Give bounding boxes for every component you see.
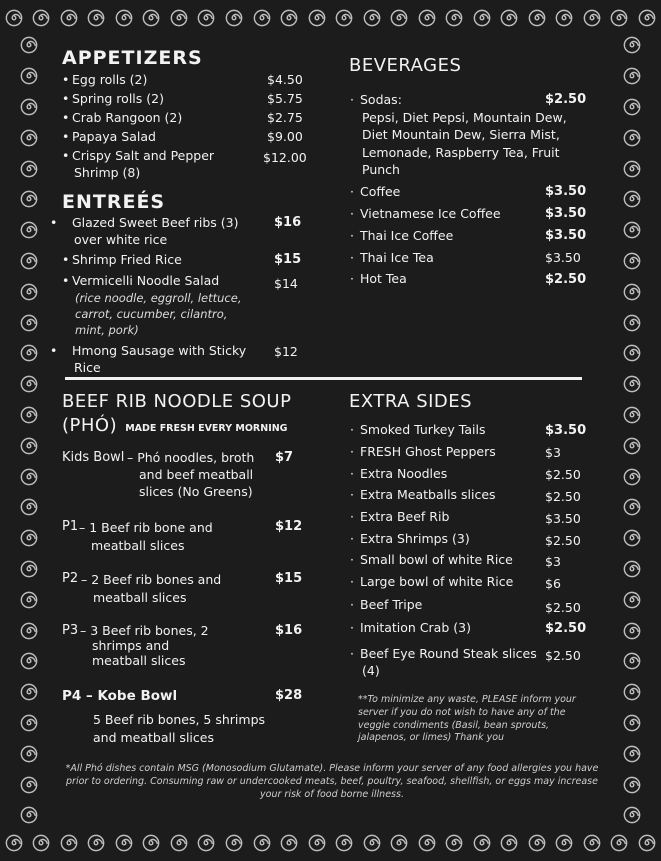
beverages-title: BEVERAGES <box>349 55 462 76</box>
spiral-icon <box>225 834 243 852</box>
beverage-item: · Sodas: <box>350 92 402 107</box>
spiral-icon <box>623 190 641 208</box>
spiral-icon <box>20 437 38 455</box>
spiral-icon <box>170 9 188 27</box>
appetizer-price: $4.50 <box>267 72 303 87</box>
spiral-icon <box>20 67 38 85</box>
spiral-icon <box>87 9 105 27</box>
spiral-icon <box>623 36 641 54</box>
beverage-item: · Vietnamese Ice Coffee <box>350 206 501 221</box>
entree-item: • Shrimp Fried Rice <box>62 252 182 267</box>
spiral-icon <box>610 834 628 852</box>
spiral-icon <box>197 834 215 852</box>
side-item: · Extra Beef Rib <box>350 509 450 524</box>
side-price: $3.50 <box>545 423 587 438</box>
beverage-price: $3.50 <box>545 228 587 243</box>
spiral-icon <box>473 9 491 27</box>
spiral-icon <box>170 834 188 852</box>
spiral-icon <box>623 283 641 301</box>
spiral-icon <box>623 129 641 147</box>
spiral-icon <box>500 9 518 27</box>
soup-item-description: – 3 Beef rib bones, 2 shrimps and meatball slices <box>80 623 209 668</box>
spiral-icon <box>528 9 546 27</box>
spiral-icon <box>32 9 50 27</box>
soup-item-name: P1 <box>62 519 79 534</box>
spiral-icon <box>623 560 641 578</box>
side-price: $2.50 <box>545 489 581 504</box>
border-right <box>617 30 647 831</box>
soup-item-description: – 2 Beef rib bones and meatball slices <box>81 572 222 606</box>
soup-item-name: P4 – Kobe Bowl <box>62 688 178 704</box>
spiral-icon <box>20 406 38 424</box>
side-item: · Beef Eye Round Steak slices (4) <box>350 646 537 678</box>
side-price: $3 <box>545 554 561 569</box>
beverage-price: $3.50 <box>545 184 587 199</box>
beverage-price: $2.50 <box>545 272 587 287</box>
spiral-icon <box>623 498 641 516</box>
spiral-icon <box>115 834 133 852</box>
beverage-item: · Thai Ice Coffee <box>350 228 454 243</box>
spiral-icon <box>20 221 38 239</box>
spiral-icon <box>445 9 463 27</box>
side-price: $2.50 <box>545 533 581 548</box>
soup-item-name: Kids Bowl <box>62 450 125 465</box>
side-price: $3.50 <box>545 511 581 526</box>
spiral-icon <box>32 834 50 852</box>
spiral-icon <box>623 221 641 239</box>
spiral-icon <box>20 498 38 516</box>
spiral-icon <box>308 834 326 852</box>
spiral-icon <box>20 468 38 486</box>
spiral-icon <box>623 98 641 116</box>
spiral-icon <box>623 622 641 640</box>
spiral-icon <box>623 314 641 332</box>
appetizer-item: • Crab Rangoon (2) <box>62 110 183 125</box>
soup-price: $15 <box>275 571 303 586</box>
spiral-icon <box>115 9 133 27</box>
side-item: · Extra Noodles <box>350 466 448 481</box>
spiral-icon <box>60 9 78 27</box>
spiral-icon <box>623 160 641 178</box>
spiral-icon <box>60 834 78 852</box>
spiral-icon <box>335 9 353 27</box>
spiral-icon <box>623 714 641 732</box>
side-item: · Large bowl of white Rice <box>350 574 514 589</box>
spiral-icon <box>20 560 38 578</box>
spiral-icon <box>5 9 23 27</box>
soup-price: $16 <box>275 623 303 638</box>
entree-description: (rice noodle, eggroll, lettuce, carrot, cucumber, cilantro, mint, pork) <box>75 291 242 338</box>
side-price: $2.50 <box>545 467 581 482</box>
spiral-icon <box>623 67 641 85</box>
side-price: $2.50 <box>545 621 587 636</box>
spiral-icon <box>610 9 628 27</box>
appetizer-price: $9.00 <box>267 129 303 144</box>
appetizer-price: $5.75 <box>267 91 303 106</box>
spiral-icon <box>20 591 38 609</box>
spiral-icon <box>638 834 656 852</box>
soup-price: $12 <box>275 519 303 534</box>
appetizer-item: • Crispy Salt and Pepper Shrimp (8) <box>62 148 215 180</box>
spiral-icon <box>20 190 38 208</box>
entree-price: $15 <box>274 252 302 267</box>
spiral-icon <box>638 9 656 27</box>
sides-title: EXTRA SIDES <box>349 391 473 412</box>
soup-price: $7 <box>275 450 294 465</box>
spiral-icon <box>253 834 271 852</box>
spiral-icon <box>418 834 436 852</box>
spiral-icon <box>20 745 38 763</box>
spiral-icon <box>20 683 38 701</box>
spiral-icon <box>280 9 298 27</box>
spiral-icon <box>335 834 353 852</box>
spiral-icon <box>623 683 641 701</box>
spiral-icon <box>623 375 641 393</box>
section-divider <box>65 377 582 380</box>
beverage-item: · Coffee <box>350 184 401 199</box>
side-price: $6 <box>545 576 561 591</box>
soup-item-description: – 1 Beef rib bone and meatball slices <box>79 520 213 554</box>
spiral-icon <box>20 129 38 147</box>
spiral-icon <box>20 252 38 270</box>
soda-list: Pepsi, Diet Pepsi, Mountain Dew, Diet Mountain Dew, Sierra Mist, Lemonade, Raspberry Tea, Fruit Punch <box>362 110 567 177</box>
spiral-icon <box>473 834 491 852</box>
spiral-icon <box>5 834 23 852</box>
spiral-icon <box>142 834 160 852</box>
appetizer-item: • Spring rolls (2) <box>62 91 164 106</box>
entrees-title: ENTREÉS <box>62 191 166 213</box>
spiral-icon <box>390 834 408 852</box>
border-top <box>0 3 661 33</box>
spiral-icon <box>623 776 641 794</box>
side-item: · Extra Shrimps (3) <box>350 531 470 546</box>
beverage-price: $2.50 <box>545 92 587 107</box>
spiral-icon <box>20 283 38 301</box>
spiral-icon <box>197 9 215 27</box>
entree-item: • Glazed Sweet Beef ribs (3) over white rice <box>50 215 239 247</box>
spiral-icon <box>225 9 243 27</box>
spiral-icon <box>20 160 38 178</box>
entree-price: $16 <box>274 215 302 230</box>
side-item: · Extra Meatballs slices <box>350 487 496 502</box>
spiral-icon <box>623 806 641 824</box>
spiral-icon <box>623 652 641 670</box>
spiral-icon <box>418 9 436 27</box>
spiral-icon <box>280 834 298 852</box>
spiral-icon <box>583 9 601 27</box>
spiral-icon <box>20 314 38 332</box>
appetizer-price: $2.75 <box>267 110 303 125</box>
spiral-icon <box>87 834 105 852</box>
soup-item-description: 5 Beef rib bones, 5 shrimps and meatball slices <box>93 712 266 746</box>
entree-price: $14 <box>274 276 298 291</box>
appetizer-item: • Egg rolls (2) <box>62 72 148 87</box>
spiral-icon <box>623 468 641 486</box>
spiral-icon <box>555 834 573 852</box>
beverage-price: $3.50 <box>545 206 587 221</box>
spiral-icon <box>363 9 381 27</box>
spiral-icon <box>20 36 38 54</box>
side-item: · Beef Tripe <box>350 597 423 612</box>
beverage-price: $3.50 <box>545 250 581 265</box>
spiral-icon <box>623 529 641 547</box>
appetizers-title: APPETIZERS <box>62 47 203 69</box>
side-item: · Small bowl of white Rice <box>350 552 513 567</box>
border-left <box>14 30 44 831</box>
spiral-icon <box>20 776 38 794</box>
condiments-note: **To minimize any waste, PLEASE inform your server if you do not wish to have any of the veggie condiments (Basil, bean sprouts, jalapenos, or limes) Thank you <box>358 694 576 744</box>
entree-price: $12 <box>274 344 298 359</box>
beverage-item: · Thai Ice Tea <box>350 250 434 265</box>
spiral-icon <box>623 437 641 455</box>
appetizer-item: • Papaya Salad <box>62 129 156 144</box>
spiral-icon <box>555 9 573 27</box>
soup-price: $28 <box>275 688 303 703</box>
spiral-icon <box>253 9 271 27</box>
spiral-icon <box>20 714 38 732</box>
spiral-icon <box>308 9 326 27</box>
soup-subtitle: (PHÓ) MADE FRESH EVERY MORNING <box>62 415 288 436</box>
spiral-icon <box>623 745 641 763</box>
spiral-icon <box>623 344 641 362</box>
spiral-icon <box>445 834 463 852</box>
side-item: · FRESH Ghost Peppers <box>350 444 496 459</box>
spiral-icon <box>142 9 160 27</box>
spiral-icon <box>623 591 641 609</box>
allergy-disclaimer: *All Phó dishes contain MSG (Monosodium Glutamate). Please inform your server of any food allergies you have prior to ordering. Consuming raw or undercooked meats, beef, poultry, seafood, shellfish, or eggs may increase your risk of food borne illness. <box>65 763 599 800</box>
spiral-icon <box>20 344 38 362</box>
spiral-icon <box>623 406 641 424</box>
spiral-icon <box>20 652 38 670</box>
side-price: $2.50 <box>545 600 581 615</box>
entree-item: • Hmong Sausage with Sticky Rice <box>50 343 247 375</box>
spiral-icon <box>20 375 38 393</box>
spiral-icon <box>390 9 408 27</box>
soup-item-name: P2 <box>62 571 79 586</box>
beverage-item: · Hot Tea <box>350 271 407 286</box>
entree-item: • Vermicelli Noodle Salad <box>62 273 220 288</box>
spiral-icon <box>363 834 381 852</box>
spiral-icon <box>500 834 518 852</box>
border-bottom <box>0 828 661 858</box>
spiral-icon <box>20 529 38 547</box>
spiral-icon <box>528 834 546 852</box>
soup-title: BEEF RIB NOODLE SOUP <box>62 391 292 412</box>
spiral-icon <box>583 834 601 852</box>
side-price: $3 <box>545 445 561 460</box>
side-item: · Smoked Turkey Tails <box>350 422 486 437</box>
side-price: $2.50 <box>545 648 581 663</box>
soup-item-name: P3 <box>62 623 79 638</box>
spiral-icon <box>20 622 38 640</box>
side-item: · Imitation Crab (3) <box>350 620 471 635</box>
spiral-icon <box>623 252 641 270</box>
spiral-icon <box>20 98 38 116</box>
soup-item-description: – Phó noodles, broth and beef meatball slices (No Greens) <box>127 450 255 499</box>
spiral-icon <box>20 806 38 824</box>
appetizer-price: $12.00 <box>263 150 307 165</box>
